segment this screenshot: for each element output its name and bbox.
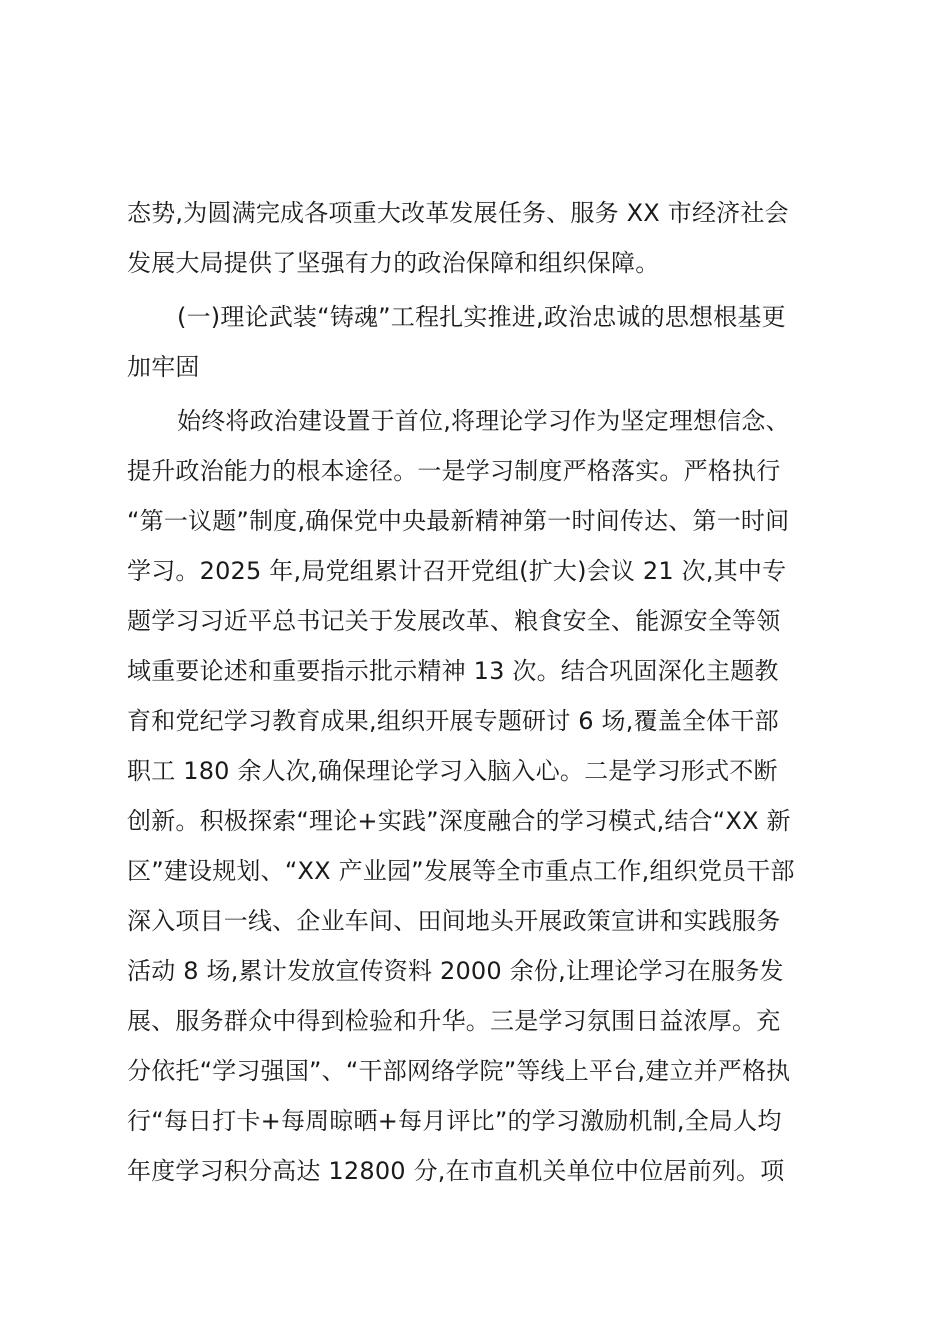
text-line: 提升政治能力的根本途径。一是学习制度严格落实。严格执行 bbox=[127, 457, 781, 485]
text-line: 展、服务群众中得到检验和升华。三是学习氛围日益浓厚。充 bbox=[127, 1007, 781, 1035]
text-line: 分依托“学习强国”、“干部网络学院”等线上平台,建立并严格执 bbox=[127, 1057, 791, 1085]
text-line: 行“每日打卡+每周晾晒+每月评比”的学习激励机制,全局人均 bbox=[127, 1107, 782, 1135]
text-line: 育和党纪学习教育成果,组织开展专题研讨 6 场,覆盖全体干部 bbox=[127, 707, 779, 735]
heading-line: 加牢固 bbox=[127, 353, 200, 381]
text-line: 发展大局提供了坚强有力的政治保障和组织保障。 bbox=[127, 249, 660, 277]
section-heading bbox=[127, 292, 823, 392]
text-line: 深入项目一线、企业车间、田间地头开展政策宣讲和实践服务 bbox=[127, 907, 781, 935]
text-line: 创新。积极探索“理论+实践”深度融合的学习模式,结合“XX 新 bbox=[127, 807, 791, 835]
text-line: 职工 180 余人次,确保理论学习入脑入心。二是学习形式不断 bbox=[127, 757, 778, 785]
text-line: 年度学习积分高达 12800 分,在市直机关单位中位居前列。项 bbox=[127, 1157, 785, 1185]
text-line: “第一议题”制度,确保党中央最新精神第一时间传达、第一时间 bbox=[127, 507, 790, 535]
text-line: 学习。2025 年,局党组累计召开党组(扩大)会议 21 次,其中专 bbox=[127, 557, 787, 585]
text-line: 域重要论述和重要指示批示精神 13 次。结合巩固深化主题教 bbox=[127, 657, 779, 685]
text-line: 题学习习近平总书记关于发展改革、粮食安全、能源安全等领 bbox=[127, 607, 781, 635]
body-paragraph bbox=[127, 396, 823, 1196]
text-line: 态势,为圆满完成各项重大改革发展任务、服务 XX 市经济社会 bbox=[127, 199, 789, 227]
document-body bbox=[127, 188, 823, 1196]
text-line: 区”建设规划、“XX 产业园”发展等全市重点工作,组织党员干部 bbox=[127, 857, 795, 885]
heading-line: (一)理论武装“铸魂”工程扎实推进,政治忠诚的思想根基更 bbox=[177, 303, 786, 331]
text-line: 活动 8 场,累计发放宣传资料 2000 余份,让理论学习在服务发 bbox=[127, 957, 784, 985]
intro-paragraph bbox=[127, 188, 823, 288]
text-line: 始终将政治建设置于首位,将理论学习作为坚定理想信念、 bbox=[177, 407, 790, 435]
